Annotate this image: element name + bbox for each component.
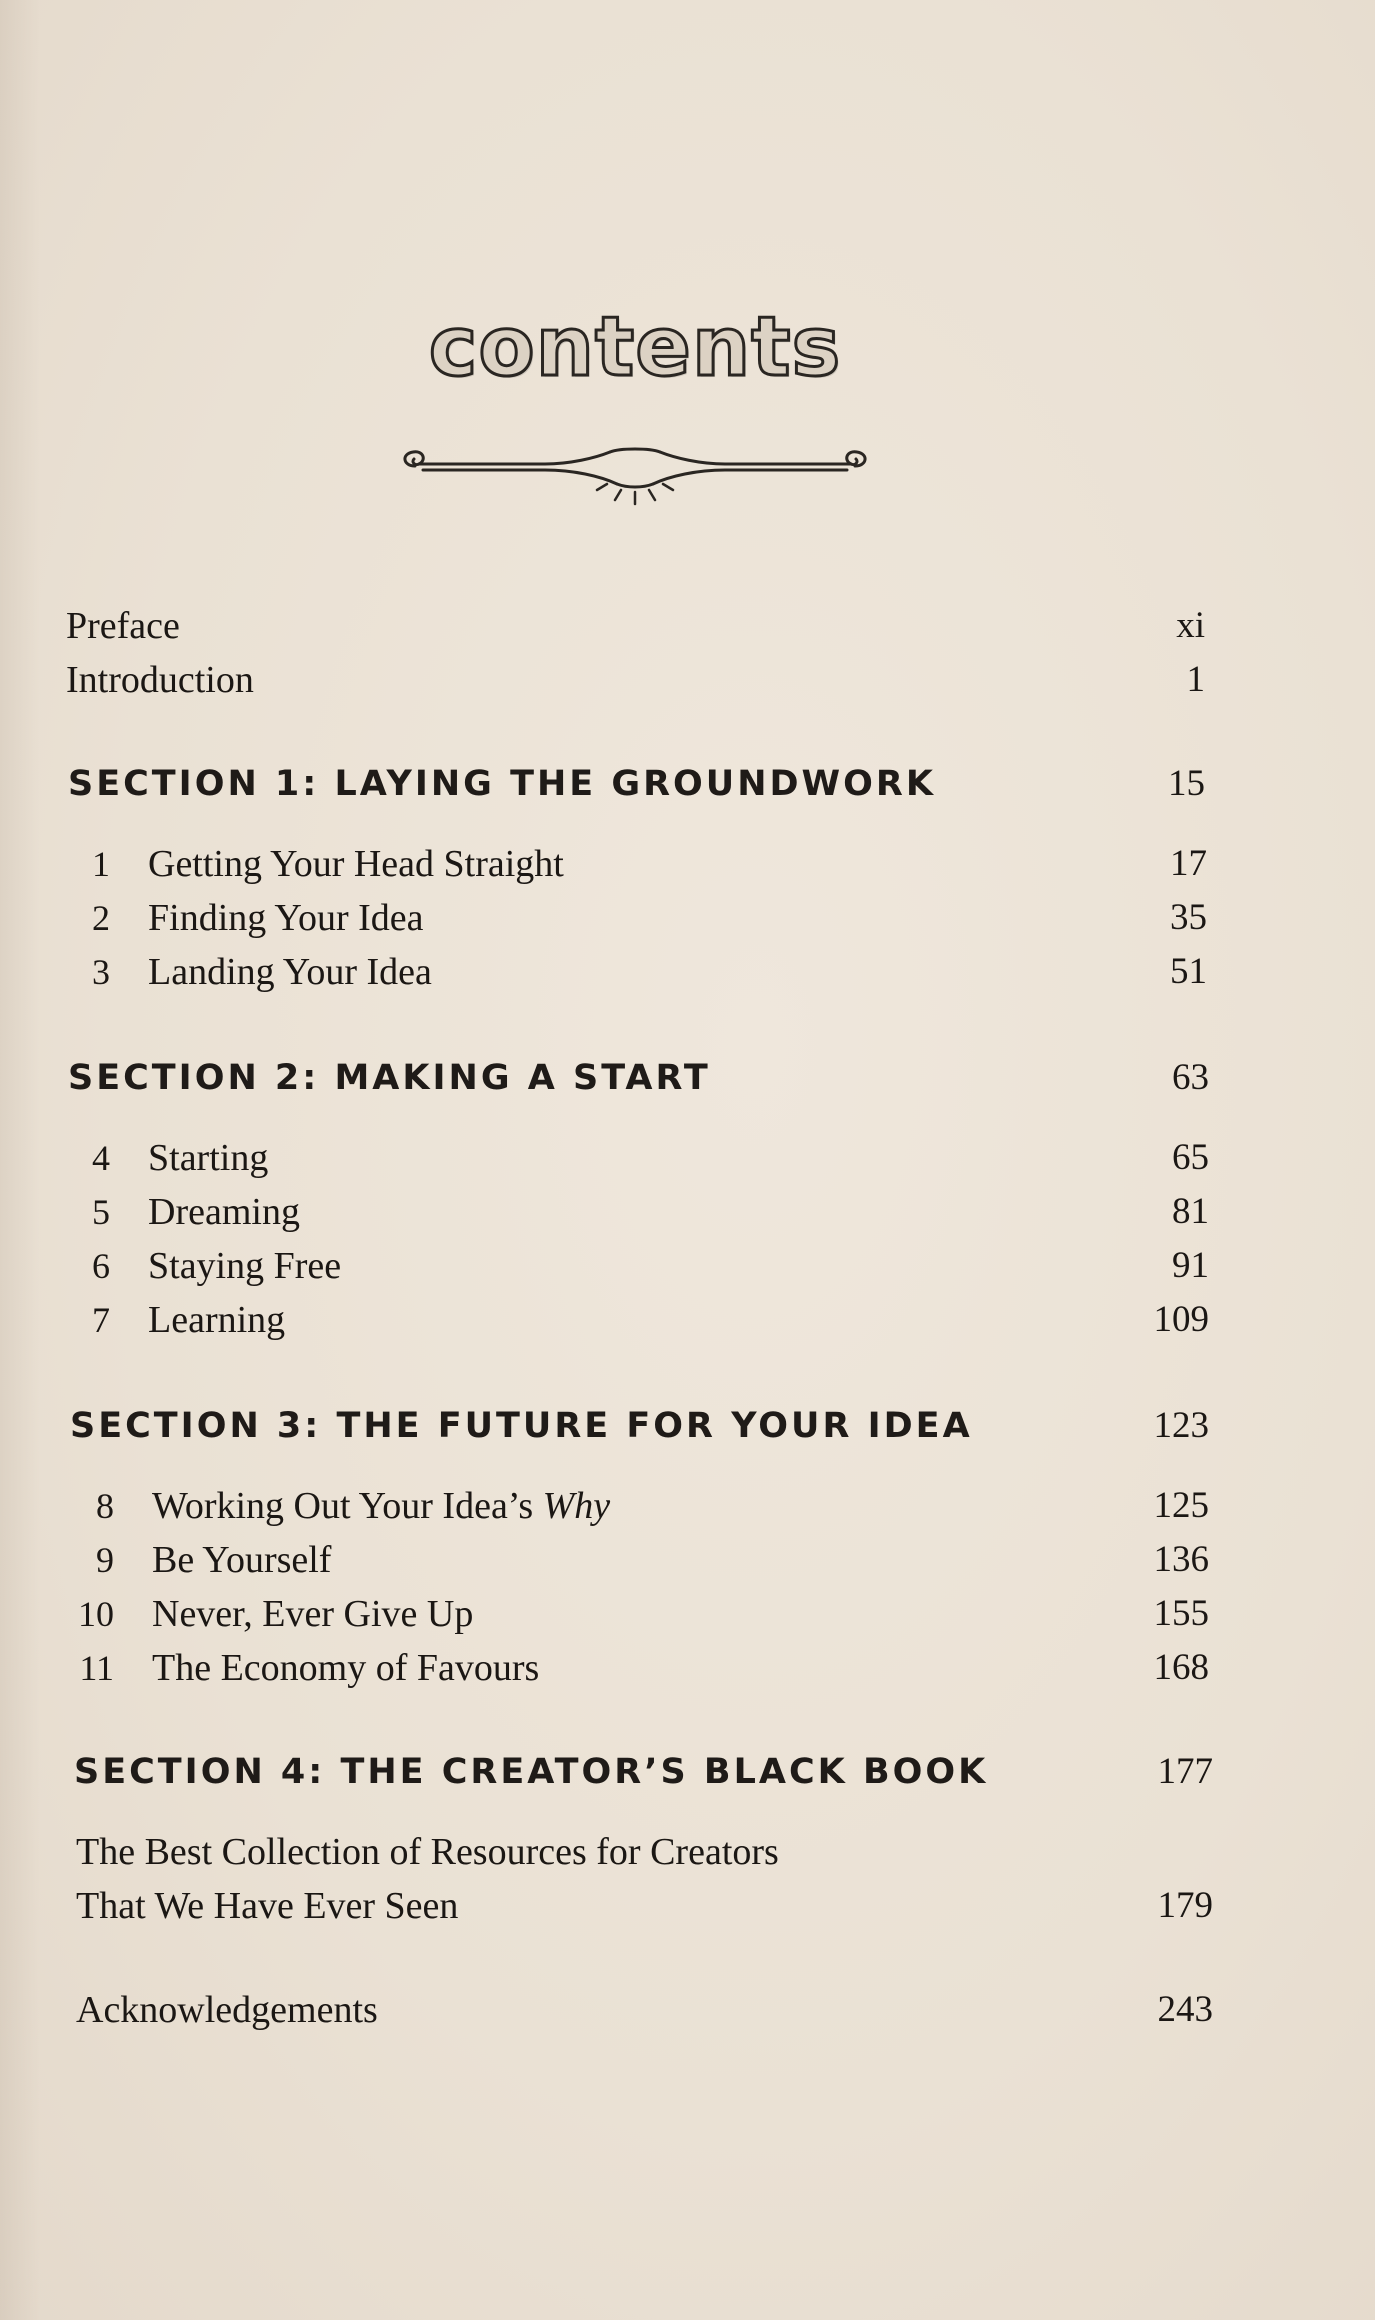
chapter-number: 4	[92, 1138, 110, 1178]
flourish-ornament-icon	[395, 440, 875, 510]
entry-page: 1	[1186, 659, 1205, 700]
page-title: contents	[428, 300, 842, 395]
section-title: SECTION 1: LAYING THE GROUNDWORK	[68, 764, 936, 804]
chapter-number: 1	[92, 844, 110, 884]
section-page: 15	[1168, 763, 1205, 804]
chapter-page: 51	[1170, 951, 1207, 992]
chapter-title: The Economy of Favours	[152, 1647, 540, 1689]
chapter-page: 136	[1153, 1539, 1209, 1580]
toc-chapter-6	[0, 1238, 1375, 1294]
section-title: SECTION 4: THE CREATOR’S BLACK BOOK	[74, 1752, 989, 1792]
chapter-title: Learning	[148, 1299, 286, 1341]
toc-chapter-2	[0, 890, 1375, 946]
chapter-number: 10	[78, 1594, 114, 1634]
toc-chapter-8	[0, 1478, 1375, 1534]
chapter-page: 81	[1172, 1191, 1209, 1232]
entry-page: 243	[1157, 1989, 1213, 2030]
toc-chapter-4	[0, 1130, 1375, 1186]
toc-entry-resources-line2	[0, 1878, 1375, 1934]
chapter-title: Starting	[148, 1137, 269, 1179]
chapter-title-italic: Why	[542, 1485, 611, 1527]
entry-label: Acknowledgements	[76, 1989, 378, 2031]
chapter-title: Landing Your Idea	[148, 951, 432, 993]
entry-label: Preface	[66, 605, 180, 647]
entry-page: xi	[1176, 605, 1205, 646]
chapter-page: 91	[1172, 1245, 1209, 1286]
chapter-title: Be Yourself	[152, 1539, 332, 1581]
toc-entry-introduction	[0, 652, 1375, 708]
chapter-title: Getting Your Head Straight	[148, 843, 564, 885]
entry-label: That We Have Ever Seen	[76, 1885, 459, 1927]
toc-chapter-11	[0, 1640, 1375, 1696]
toc-chapter-3	[0, 944, 1375, 1000]
chapter-number: 7	[92, 1300, 110, 1340]
section-page: 123	[1153, 1405, 1209, 1446]
chapter-page: 125	[1153, 1485, 1209, 1526]
toc-entry-resources-line1	[0, 1824, 1375, 1880]
chapter-page: 17	[1170, 843, 1207, 884]
section-title: SECTION 3: THE FUTURE FOR YOUR IDEA	[70, 1406, 973, 1446]
entry-label: The Best Collection of Resources for Creators	[76, 1831, 779, 1873]
entry-page: 179	[1157, 1885, 1213, 1926]
toc-chapter-9	[0, 1532, 1375, 1588]
chapter-title: Finding Your Idea	[148, 897, 424, 939]
toc-section-2	[0, 1050, 1375, 1106]
chapter-title: Staying Free	[148, 1245, 342, 1287]
toc-chapter-1	[0, 836, 1375, 892]
toc-entry-acknowledgements	[0, 1982, 1375, 2038]
chapter-number: 5	[92, 1192, 110, 1232]
toc-chapter-7	[0, 1292, 1375, 1348]
toc-section-4	[0, 1744, 1375, 1800]
chapter-number: 2	[92, 898, 110, 938]
chapter-number: 9	[96, 1540, 114, 1580]
chapter-number: 8	[96, 1486, 114, 1526]
chapter-page: 109	[1153, 1299, 1209, 1340]
section-title: SECTION 2: MAKING A START	[68, 1058, 711, 1098]
toc-entry-preface	[0, 598, 1375, 654]
chapter-number: 3	[92, 952, 110, 992]
chapter-number: 11	[79, 1648, 114, 1688]
entry-label: Introduction	[66, 659, 254, 701]
chapter-title: Dreaming	[148, 1191, 300, 1233]
section-page: 177	[1157, 1751, 1213, 1792]
chapter-number: 6	[92, 1246, 110, 1286]
chapter-title: Never, Ever Give Up	[152, 1593, 474, 1635]
section-page: 63	[1172, 1057, 1209, 1098]
chapter-page: 65	[1172, 1137, 1209, 1178]
chapter-page: 35	[1170, 897, 1207, 938]
toc-section-3	[0, 1398, 1375, 1454]
chapter-title	[152, 1478, 610, 1534]
toc-chapter-10	[0, 1586, 1375, 1642]
toc-chapter-5	[0, 1184, 1375, 1240]
chapter-page: 155	[1153, 1593, 1209, 1634]
toc-section-1	[0, 756, 1375, 812]
chapter-page: 168	[1153, 1647, 1209, 1688]
chapter-title-text: Working Out Your Idea’s	[152, 1485, 543, 1527]
